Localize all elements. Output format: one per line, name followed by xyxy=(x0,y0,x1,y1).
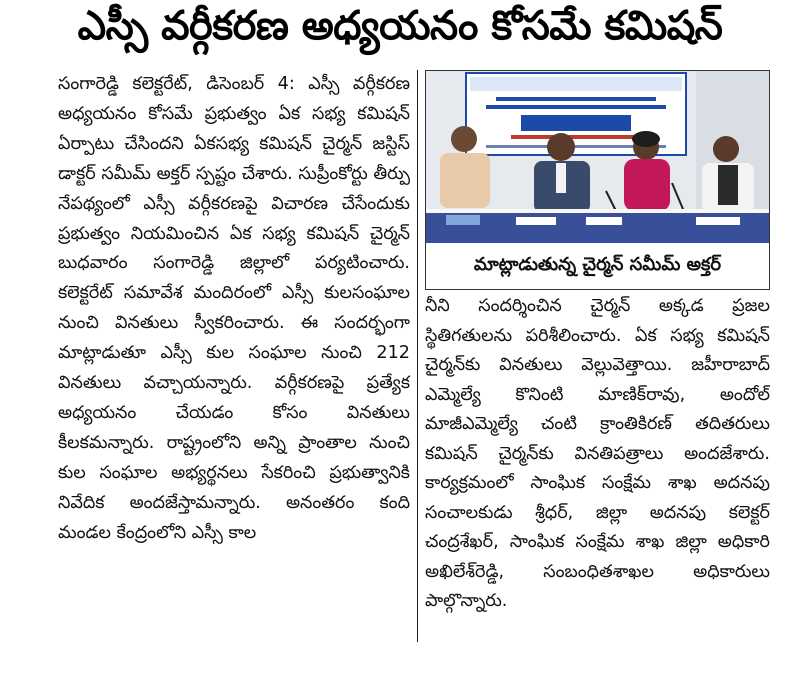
article-paragraph: సంగారెడ్డి కలెక్టరేట్, డిసెంబర్ 4: ఎస్సీ వర్గీకరణ అధ్యయనం కోసమే ప్రభుత్వం ఏక సభ్య కమిషన్ ఏర్పాటు చేసిందని ఏకసభ్య కమిషన్ చైర్మన్ జస్టిస్ డాక్టర్ సమీమ్ అక్తర్ స్పష్టం చేశారు. సుప్రీంకోర్టు తీర్పు నేపథ్యంలో ఎస్సీ వర్గీకరణపై విచారణ చేసేందుకు ప్రభుత్వం నియమించిన ఏక సభ్య కమిషన్ చైర్మన్ బుధవారం సంగారెడ్డి జిల్లాలో పర్యటించారు. కలెక్టరేట్ సమావేశ మందిరంలో ఎస్సీ కులసంఘాల నుంచి వినతులు స్వీకరించారు. ఈ సందర్భంగా మాట్లాడుతూ ఎస్సీ కుల సంఘాల నుంచి 212 వినతులు వచ్చాయన్నారు. వర్గీకరణపై ప్రత్యేక అధ్యయనం చేయడం కోసం వినతులు కీలకమన్నారు. రాష్ట్రంలోని అన్ని ప్రాంతాల నుంచి కుల సంఘాల అభ్యర్థనలు సేకరించి ప్రభుత్వానికి నివేదిక అందజేస్తామన్నారు. అనంతరం కంది మండల కేంద్రంలోని ఎస్సీ కాల xyxy=(58,74,410,543)
article-column-left xyxy=(58,70,410,642)
photo-illustration xyxy=(426,71,769,243)
headline: ఎస్సీ వర్గీకరణ అధ్యయనం కోసమే కమిషన్ xyxy=(77,3,723,49)
column-divider xyxy=(417,70,418,642)
news-photo xyxy=(426,71,769,243)
article-column-right xyxy=(425,292,770,640)
photo-caption: మాట్లాడుతున్న చైర్మన్ సమీమ్ అక్తర్ xyxy=(426,243,769,289)
article-paragraph: నీని సందర్శించిన చైర్మన్ అక్కడ ప్రజల స్థితిగతులను పరిశీలించారు. ఏక సభ్య కమిషన్ చైర్మన్‌కు వినతులు వెల్లువెత్తాయి. జహీరాబాద్ ఎమ్మెల్యే కొనింటి మాణిక్‌రావు, అందోల్ మాజీఎమ్మెల్యే చంటి క్రాంతికిరణ్ తదితరులు కమిషన్ చైర్మన్‌కు వినతిపత్రాలు అందజేశారు. కార్యక్రమంలో సాంఘిక సంక్షేమ శాఖ అదనపు సంచాలకుడు శ్రీధర్, జిల్లా అదనపు కలెక్టర్ చంద్రశేఖర్, సాంఘిక సంక్షేమ శాఖ జిల్లా అధికారి అఖిలేశ్‌రెడ్డి, సంబంధితశాఖల అధికారులు పాల్గొన్నారు. xyxy=(425,296,770,611)
photo-frame xyxy=(425,70,770,290)
